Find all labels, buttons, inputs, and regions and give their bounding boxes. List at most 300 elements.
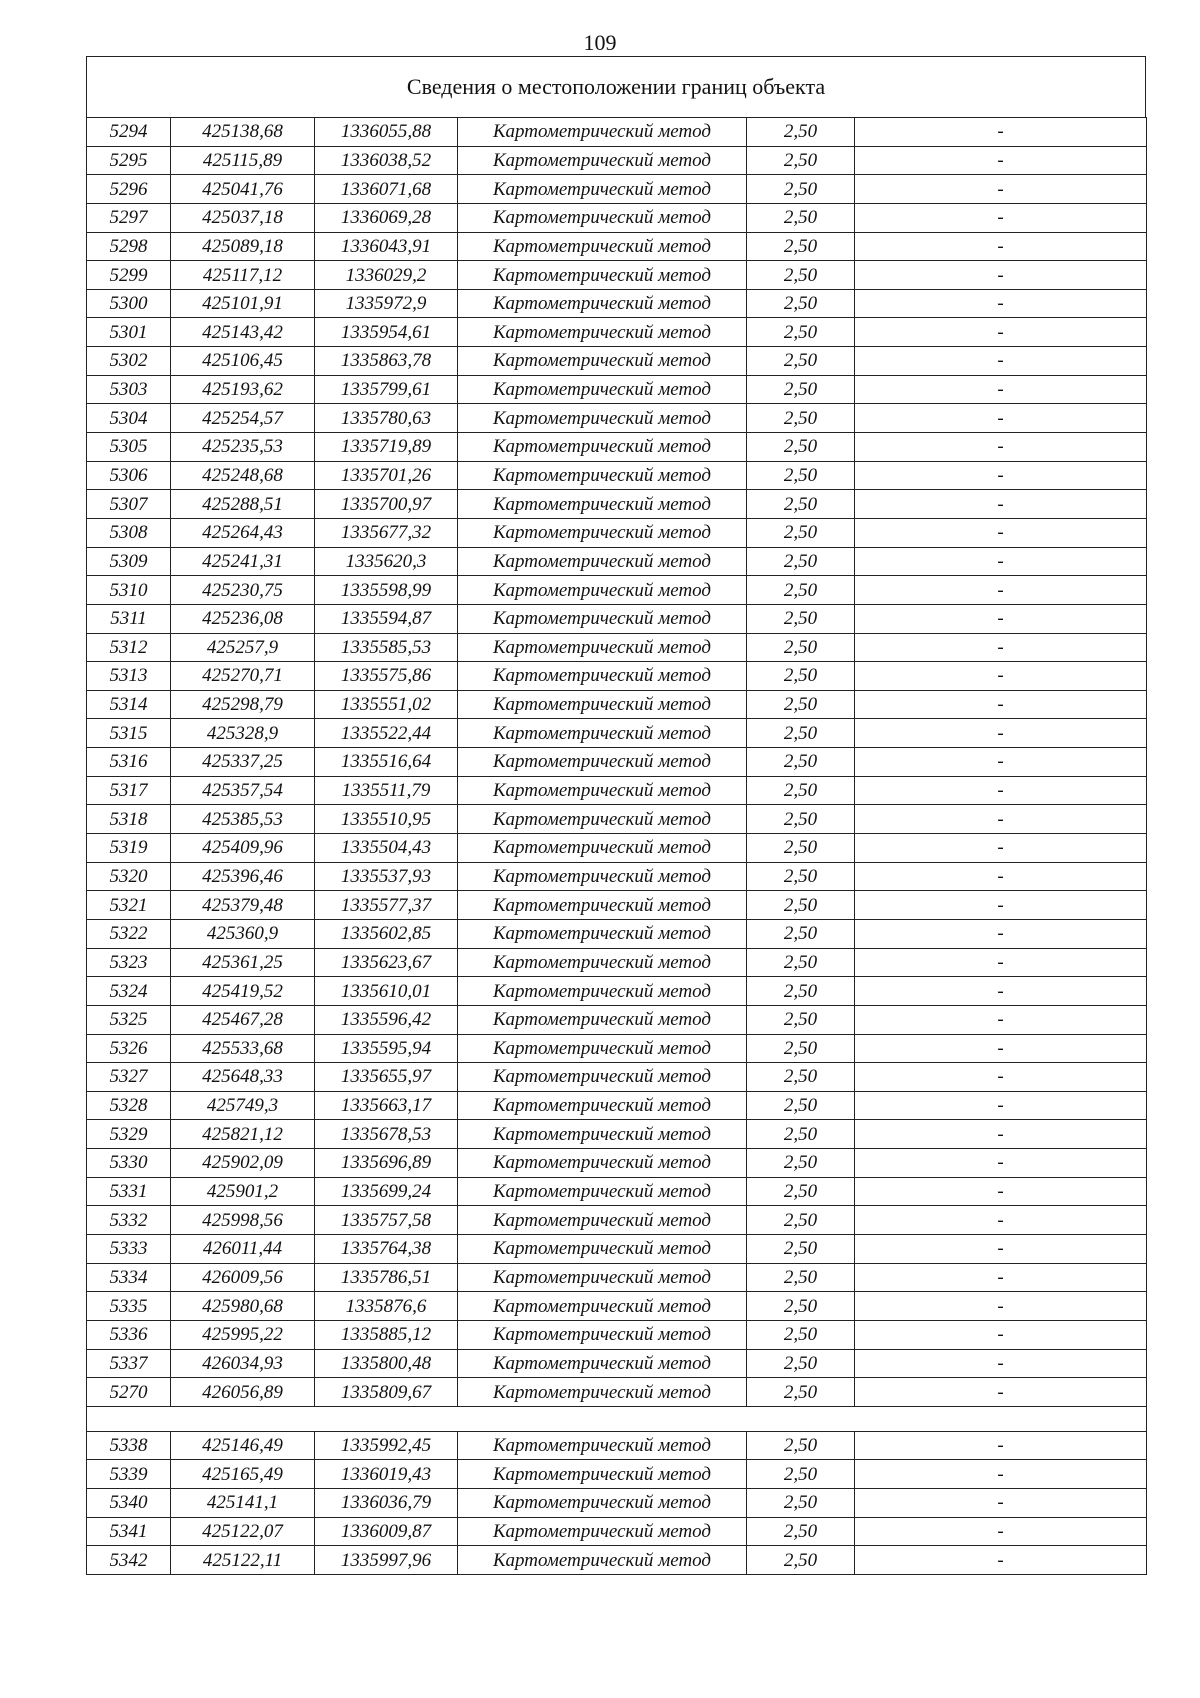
table-row	[87, 1489, 1147, 1518]
y-coordinate-cell: 1335516,64	[315, 748, 458, 777]
table-row	[87, 1120, 1147, 1149]
description-cell: -	[855, 1292, 1147, 1321]
description-cell: -	[855, 948, 1147, 977]
description-cell: -	[855, 1177, 1147, 1206]
x-coordinate-cell: 425409,96	[171, 834, 315, 863]
description-cell: -	[855, 576, 1147, 605]
x-coordinate-cell: 425467,28	[171, 1005, 315, 1034]
x-coordinate-cell: 426034,93	[171, 1349, 315, 1378]
method-cell: Картометрический метод	[458, 1120, 747, 1149]
accuracy-cell: 2,50	[747, 1063, 855, 1092]
accuracy-cell: 2,50	[747, 1005, 855, 1034]
y-coordinate-cell: 1336038,52	[315, 146, 458, 175]
x-coordinate-cell: 425235,53	[171, 433, 315, 462]
accuracy-cell: 2,50	[747, 261, 855, 290]
method-cell: Картометрический метод	[458, 232, 747, 261]
method-cell: Картометрический метод	[458, 977, 747, 1006]
accuracy-cell: 2,50	[747, 891, 855, 920]
description-cell: -	[855, 375, 1147, 404]
y-coordinate-cell: 1336036,79	[315, 1489, 458, 1518]
point-number-cell: 5341	[87, 1517, 171, 1546]
x-coordinate-cell: 425041,76	[171, 175, 315, 204]
point-number-cell: 5308	[87, 518, 171, 547]
point-number-cell: 5295	[87, 146, 171, 175]
accuracy-cell: 2,50	[747, 118, 855, 147]
y-coordinate-cell: 1335623,67	[315, 948, 458, 977]
point-number-cell: 5299	[87, 261, 171, 290]
y-coordinate-cell: 1335696,89	[315, 1149, 458, 1178]
method-cell: Картометрический метод	[458, 1460, 747, 1489]
table-row	[87, 490, 1147, 519]
x-coordinate-cell: 425193,62	[171, 375, 315, 404]
point-number-cell: 5312	[87, 633, 171, 662]
point-number-cell: 5338	[87, 1431, 171, 1460]
method-cell: Картометрический метод	[458, 633, 747, 662]
x-coordinate-cell: 425901,2	[171, 1177, 315, 1206]
method-cell: Картометрический метод	[458, 1005, 747, 1034]
y-coordinate-cell: 1335701,26	[315, 461, 458, 490]
method-cell: Картометрический метод	[458, 261, 747, 290]
description-cell: -	[855, 118, 1147, 147]
y-coordinate-cell: 1335885,12	[315, 1320, 458, 1349]
accuracy-cell: 2,50	[747, 1546, 855, 1575]
accuracy-cell: 2,50	[747, 604, 855, 633]
point-number-cell: 5327	[87, 1063, 171, 1092]
description-cell: -	[855, 347, 1147, 376]
method-cell: Картометрический метод	[458, 1431, 747, 1460]
accuracy-cell: 2,50	[747, 633, 855, 662]
y-coordinate-cell: 1335876,6	[315, 1292, 458, 1321]
x-coordinate-cell: 425115,89	[171, 146, 315, 175]
x-coordinate-cell: 425385,53	[171, 805, 315, 834]
table-row	[87, 776, 1147, 805]
boundary-table-sheet	[86, 56, 1146, 1575]
y-coordinate-cell: 1335719,89	[315, 433, 458, 462]
y-coordinate-cell: 1335510,95	[315, 805, 458, 834]
description-cell: -	[855, 919, 1147, 948]
description-cell: -	[855, 604, 1147, 633]
table-row	[87, 1349, 1147, 1378]
x-coordinate-cell: 425264,43	[171, 518, 315, 547]
x-coordinate-cell: 425138,68	[171, 118, 315, 147]
point-number-cell: 5321	[87, 891, 171, 920]
point-number-cell: 5340	[87, 1489, 171, 1518]
description-cell: -	[855, 1517, 1147, 1546]
x-coordinate-cell: 425288,51	[171, 490, 315, 519]
y-coordinate-cell: 1335757,58	[315, 1206, 458, 1235]
x-coordinate-cell: 426009,56	[171, 1263, 315, 1292]
method-cell: Картометрический метод	[458, 1234, 747, 1263]
description-cell: -	[855, 404, 1147, 433]
table-row	[87, 690, 1147, 719]
table-row	[87, 1378, 1147, 1407]
method-cell: Картометрический метод	[458, 1517, 747, 1546]
accuracy-cell: 2,50	[747, 1460, 855, 1489]
accuracy-cell: 2,50	[747, 518, 855, 547]
x-coordinate-cell: 425821,12	[171, 1120, 315, 1149]
table-row	[87, 375, 1147, 404]
point-number-cell: 5314	[87, 690, 171, 719]
method-cell: Картометрический метод	[458, 776, 747, 805]
accuracy-cell: 2,50	[747, 1378, 855, 1407]
accuracy-cell: 2,50	[747, 146, 855, 175]
table-row	[87, 118, 1147, 147]
x-coordinate-cell: 425337,25	[171, 748, 315, 777]
description-cell: -	[855, 977, 1147, 1006]
description-cell: -	[855, 1263, 1147, 1292]
y-coordinate-cell: 1335511,79	[315, 776, 458, 805]
table-row	[87, 1320, 1147, 1349]
description-cell: -	[855, 1206, 1147, 1235]
method-cell: Картометрический метод	[458, 1320, 747, 1349]
table-row	[87, 289, 1147, 318]
table-row	[87, 547, 1147, 576]
description-cell: -	[855, 719, 1147, 748]
point-number-cell: 5335	[87, 1292, 171, 1321]
method-cell: Картометрический метод	[458, 1546, 747, 1575]
accuracy-cell: 2,50	[747, 862, 855, 891]
description-cell: -	[855, 748, 1147, 777]
x-coordinate-cell: 425117,12	[171, 261, 315, 290]
x-coordinate-cell: 425248,68	[171, 461, 315, 490]
accuracy-cell: 2,50	[747, 203, 855, 232]
x-coordinate-cell: 425270,71	[171, 662, 315, 691]
description-cell: -	[855, 146, 1147, 175]
table-row	[87, 347, 1147, 376]
description-cell: -	[855, 690, 1147, 719]
y-coordinate-cell: 1336029,2	[315, 261, 458, 290]
method-cell: Картометрический метод	[458, 347, 747, 376]
x-coordinate-cell: 425254,57	[171, 404, 315, 433]
table-row	[87, 977, 1147, 1006]
accuracy-cell: 2,50	[747, 1431, 855, 1460]
method-cell: Картометрический метод	[458, 1263, 747, 1292]
description-cell: -	[855, 490, 1147, 519]
y-coordinate-cell: 1335997,96	[315, 1546, 458, 1575]
accuracy-cell: 2,50	[747, 1120, 855, 1149]
y-coordinate-cell: 1335577,37	[315, 891, 458, 920]
x-coordinate-cell: 425749,3	[171, 1091, 315, 1120]
point-number-cell: 5298	[87, 232, 171, 261]
table-row	[87, 633, 1147, 662]
point-number-cell: 5294	[87, 118, 171, 147]
x-coordinate-cell: 425141,1	[171, 1489, 315, 1518]
method-cell: Картометрический метод	[458, 719, 747, 748]
accuracy-cell: 2,50	[747, 977, 855, 1006]
method-cell: Картометрический метод	[458, 518, 747, 547]
description-cell: -	[855, 1378, 1147, 1407]
accuracy-cell: 2,50	[747, 776, 855, 805]
table-row	[87, 1292, 1147, 1321]
table-row	[87, 576, 1147, 605]
table-row	[87, 1034, 1147, 1063]
point-number-cell: 5270	[87, 1378, 171, 1407]
method-cell: Картометрический метод	[458, 1378, 747, 1407]
point-number-cell: 5310	[87, 576, 171, 605]
x-coordinate-cell: 425419,52	[171, 977, 315, 1006]
method-cell: Картометрический метод	[458, 862, 747, 891]
point-number-cell: 5302	[87, 347, 171, 376]
table-row	[87, 948, 1147, 977]
table-row	[87, 1431, 1147, 1460]
y-coordinate-cell: 1335620,3	[315, 547, 458, 576]
method-cell: Картометрический метод	[458, 1063, 747, 1092]
table-row	[87, 404, 1147, 433]
description-cell: -	[855, 203, 1147, 232]
y-coordinate-cell: 1335809,67	[315, 1378, 458, 1407]
coordinates-table-body	[87, 118, 1147, 1575]
accuracy-cell: 2,50	[747, 690, 855, 719]
description-cell: -	[855, 1460, 1147, 1489]
x-coordinate-cell: 425328,9	[171, 719, 315, 748]
x-coordinate-cell: 425998,56	[171, 1206, 315, 1235]
point-number-cell: 5307	[87, 490, 171, 519]
point-number-cell: 5334	[87, 1263, 171, 1292]
y-coordinate-cell: 1335522,44	[315, 719, 458, 748]
method-cell: Картометрический метод	[458, 1034, 747, 1063]
description-cell: -	[855, 1546, 1147, 1575]
x-coordinate-cell: 425648,33	[171, 1063, 315, 1092]
accuracy-cell: 2,50	[747, 1034, 855, 1063]
description-cell: -	[855, 433, 1147, 462]
point-number-cell: 5336	[87, 1320, 171, 1349]
accuracy-cell: 2,50	[747, 805, 855, 834]
method-cell: Картометрический метод	[458, 433, 747, 462]
x-coordinate-cell: 425101,91	[171, 289, 315, 318]
point-number-cell: 5339	[87, 1460, 171, 1489]
y-coordinate-cell: 1335786,51	[315, 1263, 458, 1292]
accuracy-cell: 2,50	[747, 461, 855, 490]
table-row	[87, 146, 1147, 175]
description-cell: -	[855, 261, 1147, 290]
method-cell: Картометрический метод	[458, 146, 747, 175]
description-cell: -	[855, 776, 1147, 805]
y-coordinate-cell: 1335780,63	[315, 404, 458, 433]
y-coordinate-cell: 1335551,02	[315, 690, 458, 719]
description-cell: -	[855, 518, 1147, 547]
y-coordinate-cell: 1335594,87	[315, 604, 458, 633]
description-cell: -	[855, 461, 1147, 490]
point-number-cell: 5331	[87, 1177, 171, 1206]
table-row	[87, 318, 1147, 347]
point-number-cell: 5323	[87, 948, 171, 977]
x-coordinate-cell: 425037,18	[171, 203, 315, 232]
method-cell: Картометрический метод	[458, 919, 747, 948]
accuracy-cell: 2,50	[747, 919, 855, 948]
method-cell: Картометрический метод	[458, 1149, 747, 1178]
method-cell: Картометрический метод	[458, 1177, 747, 1206]
y-coordinate-cell: 1336069,28	[315, 203, 458, 232]
x-coordinate-cell: 425357,54	[171, 776, 315, 805]
x-coordinate-cell: 425396,46	[171, 862, 315, 891]
y-coordinate-cell: 1335655,97	[315, 1063, 458, 1092]
x-coordinate-cell: 425995,22	[171, 1320, 315, 1349]
y-coordinate-cell: 1335595,94	[315, 1034, 458, 1063]
y-coordinate-cell: 1335954,61	[315, 318, 458, 347]
method-cell: Картометрический метод	[458, 490, 747, 519]
accuracy-cell: 2,50	[747, 289, 855, 318]
y-coordinate-cell: 1335764,38	[315, 1234, 458, 1263]
x-coordinate-cell: 425165,49	[171, 1460, 315, 1489]
point-number-cell: 5309	[87, 547, 171, 576]
x-coordinate-cell: 425379,48	[171, 891, 315, 920]
description-cell: -	[855, 1431, 1147, 1460]
description-cell: -	[855, 289, 1147, 318]
accuracy-cell: 2,50	[747, 1177, 855, 1206]
x-coordinate-cell: 425257,9	[171, 633, 315, 662]
accuracy-cell: 2,50	[747, 232, 855, 261]
x-coordinate-cell: 426011,44	[171, 1234, 315, 1263]
table-row	[87, 805, 1147, 834]
accuracy-cell: 2,50	[747, 948, 855, 977]
x-coordinate-cell: 425122,07	[171, 1517, 315, 1546]
point-number-cell: 5325	[87, 1005, 171, 1034]
accuracy-cell: 2,50	[747, 834, 855, 863]
method-cell: Картометрический метод	[458, 547, 747, 576]
method-cell: Картометрический метод	[458, 1489, 747, 1518]
method-cell: Картометрический метод	[458, 604, 747, 633]
table-row	[87, 261, 1147, 290]
y-coordinate-cell: 1336009,87	[315, 1517, 458, 1546]
point-number-cell: 5317	[87, 776, 171, 805]
y-coordinate-cell: 1335504,43	[315, 834, 458, 863]
y-coordinate-cell: 1336019,43	[315, 1460, 458, 1489]
table-title: Сведения о местоположении границ объекта	[86, 56, 1146, 117]
x-coordinate-cell: 425298,79	[171, 690, 315, 719]
point-number-cell: 5306	[87, 461, 171, 490]
x-coordinate-cell: 425122,11	[171, 1546, 315, 1575]
table-row	[87, 461, 1147, 490]
point-number-cell: 5319	[87, 834, 171, 863]
method-cell: Картометрический метод	[458, 1292, 747, 1321]
table-row	[87, 1517, 1147, 1546]
y-coordinate-cell: 1335598,99	[315, 576, 458, 605]
method-cell: Картометрический метод	[458, 805, 747, 834]
y-coordinate-cell: 1335800,48	[315, 1349, 458, 1378]
description-cell: -	[855, 633, 1147, 662]
method-cell: Картометрический метод	[458, 203, 747, 232]
x-coordinate-cell: 425236,08	[171, 604, 315, 633]
description-cell: -	[855, 891, 1147, 920]
table-row	[87, 891, 1147, 920]
method-cell: Картометрический метод	[458, 461, 747, 490]
y-coordinate-cell: 1336055,88	[315, 118, 458, 147]
table-row	[87, 1263, 1147, 1292]
x-coordinate-cell: 425902,09	[171, 1149, 315, 1178]
y-coordinate-cell: 1335699,24	[315, 1177, 458, 1206]
table-row	[87, 919, 1147, 948]
point-number-cell: 5324	[87, 977, 171, 1006]
x-coordinate-cell: 425360,9	[171, 919, 315, 948]
accuracy-cell: 2,50	[747, 318, 855, 347]
accuracy-cell: 2,50	[747, 490, 855, 519]
table-row	[87, 518, 1147, 547]
y-coordinate-cell: 1335700,97	[315, 490, 458, 519]
table-row	[87, 834, 1147, 863]
method-cell: Картометрический метод	[458, 404, 747, 433]
y-coordinate-cell: 1335596,42	[315, 1005, 458, 1034]
table-row	[87, 1546, 1147, 1575]
description-cell: -	[855, 1120, 1147, 1149]
table-row	[87, 1177, 1147, 1206]
point-number-cell: 5329	[87, 1120, 171, 1149]
point-number-cell: 5332	[87, 1206, 171, 1235]
x-coordinate-cell: 425241,31	[171, 547, 315, 576]
method-cell: Картометрический метод	[458, 662, 747, 691]
description-cell: -	[855, 1005, 1147, 1034]
x-coordinate-cell: 425980,68	[171, 1292, 315, 1321]
x-coordinate-cell: 425089,18	[171, 232, 315, 261]
y-coordinate-cell: 1335537,93	[315, 862, 458, 891]
point-number-cell: 5313	[87, 662, 171, 691]
description-cell: -	[855, 232, 1147, 261]
point-number-cell: 5342	[87, 1546, 171, 1575]
accuracy-cell: 2,50	[747, 1234, 855, 1263]
point-number-cell: 5301	[87, 318, 171, 347]
point-number-cell: 5316	[87, 748, 171, 777]
y-coordinate-cell: 1335585,53	[315, 633, 458, 662]
point-number-cell: 5304	[87, 404, 171, 433]
table-row	[87, 662, 1147, 691]
point-number-cell: 5333	[87, 1234, 171, 1263]
method-cell: Картометрический метод	[458, 375, 747, 404]
y-coordinate-cell: 1335678,53	[315, 1120, 458, 1149]
accuracy-cell: 2,50	[747, 1349, 855, 1378]
x-coordinate-cell: 425230,75	[171, 576, 315, 605]
table-row	[87, 719, 1147, 748]
y-coordinate-cell: 1336043,91	[315, 232, 458, 261]
accuracy-cell: 2,50	[747, 1320, 855, 1349]
description-cell: -	[855, 662, 1147, 691]
method-cell: Картометрический метод	[458, 175, 747, 204]
point-number-cell: 5300	[87, 289, 171, 318]
accuracy-cell: 2,50	[747, 719, 855, 748]
point-number-cell: 5328	[87, 1091, 171, 1120]
description-cell: -	[855, 1349, 1147, 1378]
accuracy-cell: 2,50	[747, 576, 855, 605]
point-number-cell: 5297	[87, 203, 171, 232]
separator-cell	[87, 1406, 1147, 1431]
x-coordinate-cell: 425361,25	[171, 948, 315, 977]
table-row	[87, 175, 1147, 204]
x-coordinate-cell: 425533,68	[171, 1034, 315, 1063]
point-number-cell: 5326	[87, 1034, 171, 1063]
description-cell: -	[855, 1320, 1147, 1349]
description-cell: -	[855, 862, 1147, 891]
accuracy-cell: 2,50	[747, 1206, 855, 1235]
point-number-cell: 5311	[87, 604, 171, 633]
point-number-cell: 5337	[87, 1349, 171, 1378]
point-number-cell: 5303	[87, 375, 171, 404]
table-row	[87, 1063, 1147, 1092]
method-cell: Картометрический метод	[458, 1206, 747, 1235]
table-row	[87, 1005, 1147, 1034]
description-cell: -	[855, 1149, 1147, 1178]
method-cell: Картометрический метод	[458, 576, 747, 605]
description-cell: -	[855, 834, 1147, 863]
method-cell: Картометрический метод	[458, 289, 747, 318]
table-row	[87, 232, 1147, 261]
accuracy-cell: 2,50	[747, 1489, 855, 1518]
description-cell: -	[855, 1063, 1147, 1092]
coordinates-table	[86, 117, 1147, 1575]
point-number-cell: 5305	[87, 433, 171, 462]
table-row	[87, 433, 1147, 462]
accuracy-cell: 2,50	[747, 748, 855, 777]
accuracy-cell: 2,50	[747, 433, 855, 462]
method-cell: Картометрический метод	[458, 748, 747, 777]
description-cell: -	[855, 1034, 1147, 1063]
